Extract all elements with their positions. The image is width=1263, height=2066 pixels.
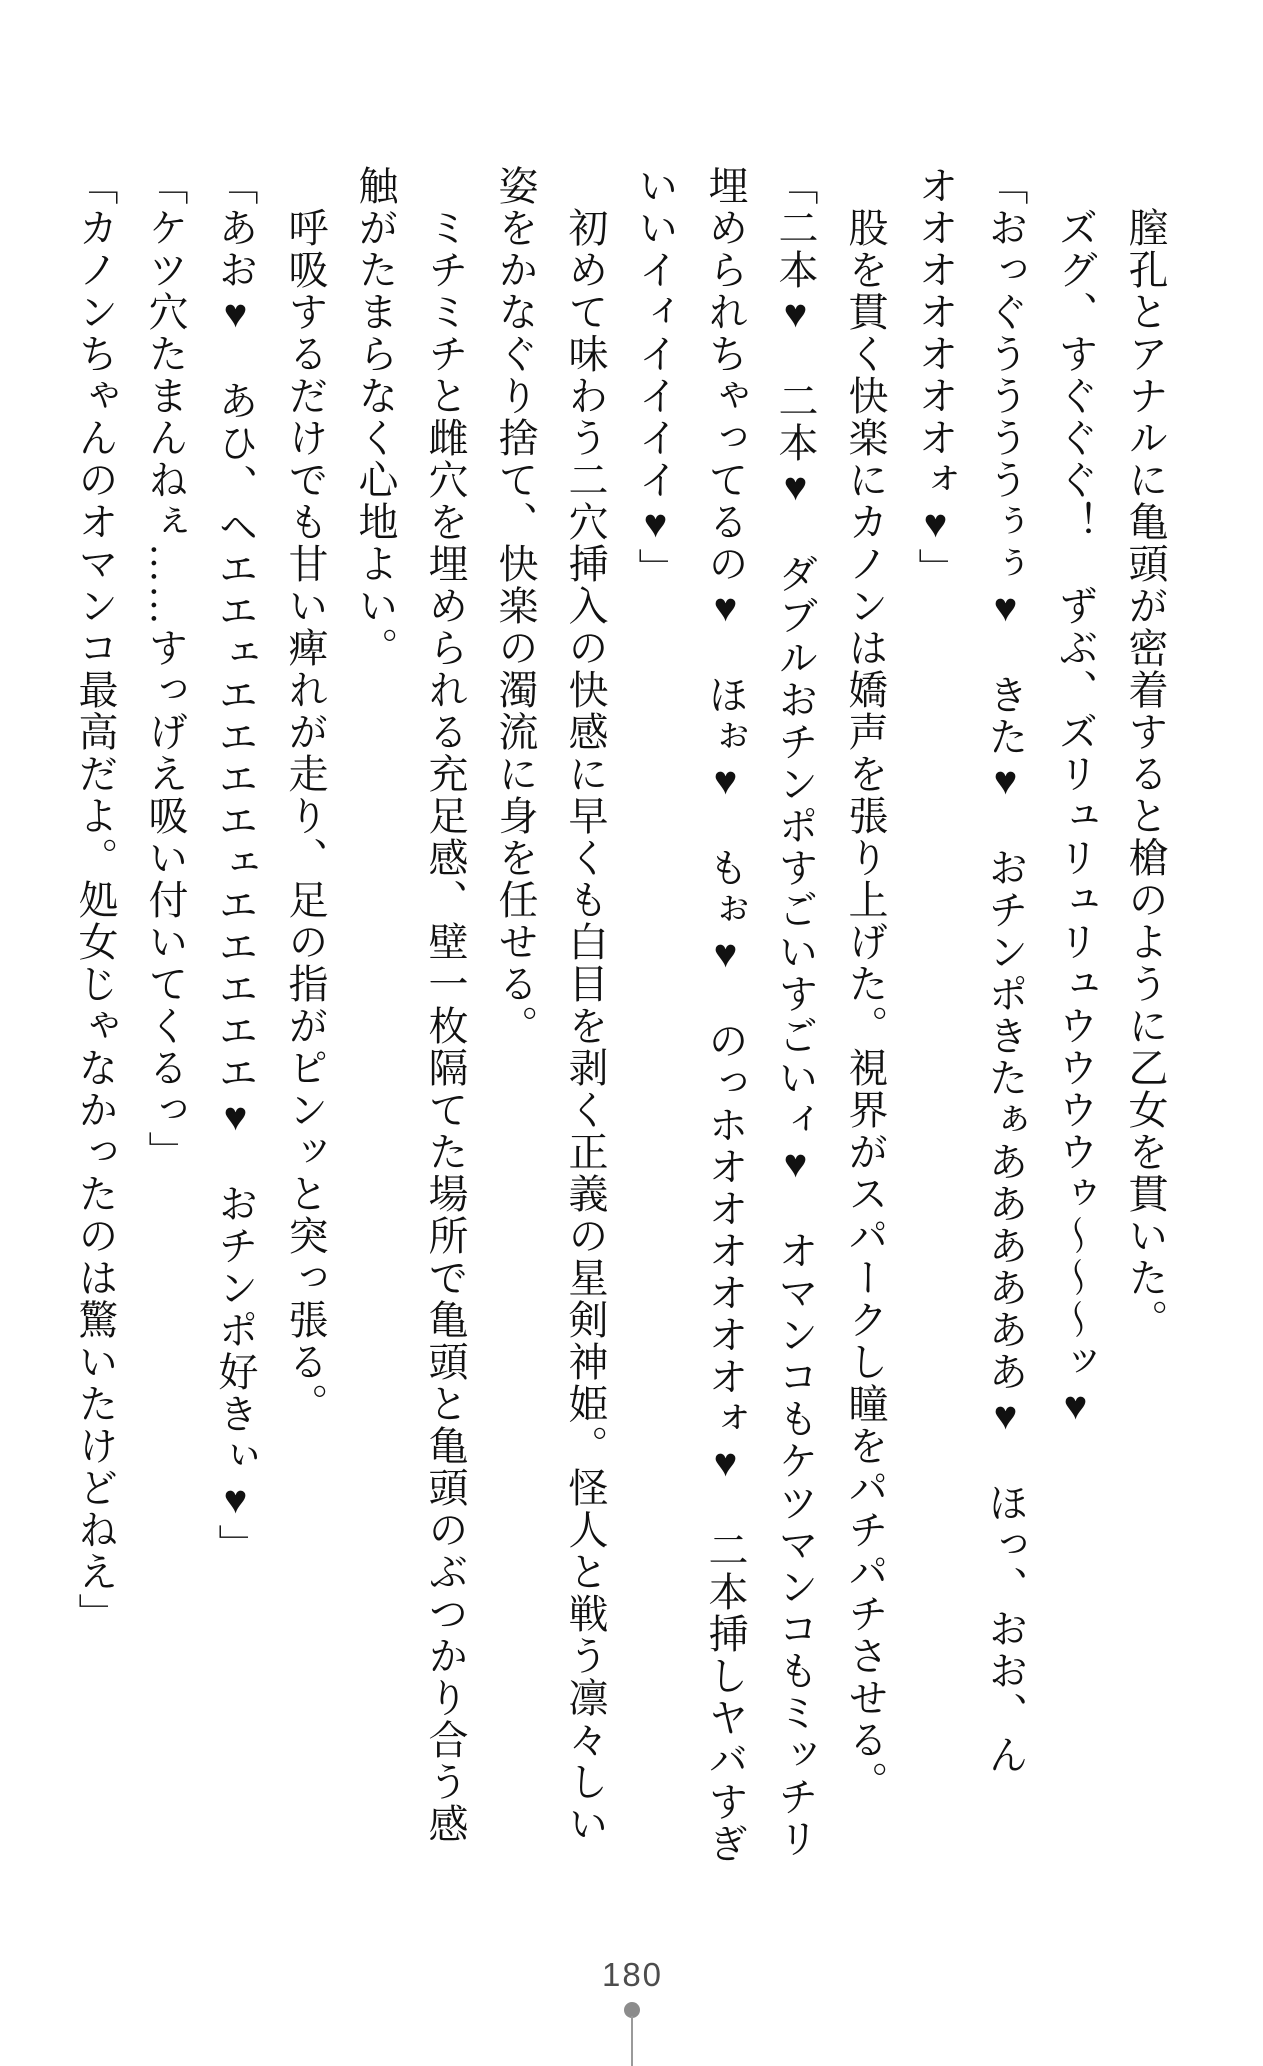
text-line-16: 「カノンちゃんのオマンコ最高だよ。処女じゃなかったのは驚いたけどねえ」 xyxy=(73,165,118,1635)
heart-icon: ♥ xyxy=(773,464,818,511)
text-line-5: 股を貫く快楽にカノンは嬌声を張り上げた。視界がスパークし瞳をパチパチさせる。 xyxy=(843,207,888,1803)
text-line-13: 呼吸するだけでも甘い痺れが走り、足の指がピンッと突っ張る。 xyxy=(283,207,328,1425)
page-text-block xyxy=(60,165,1180,1910)
text-line-14: 「あお♥ あひ、ヘエエェエエエエェエエエエエ♥ おチンポ好きぃ♥」 xyxy=(213,165,258,1566)
text-line-7: 埋められちゃってるの♥ ほぉ♥ もぉ♥ のっホオオオオオオォ♥ 二本挿しヤバすぎ xyxy=(703,165,748,1865)
heart-icon: ♥ xyxy=(213,291,258,338)
heart-icon: ♥ xyxy=(703,758,748,805)
heart-icon: ♥ xyxy=(773,1141,818,1188)
text-line-12: 触がたまらなく心地よい。 xyxy=(353,165,398,669)
heart-icon: ♥ xyxy=(913,501,958,548)
heart-icon: ♥ xyxy=(1053,1383,1098,1430)
heart-icon: ♥ xyxy=(773,291,818,338)
text-line-3: 「おっぐううううぅぅ♥ きた♥ おチンポきたぁああああああ♥ ほっ、おお、ん xyxy=(983,165,1028,1776)
text-line-10: 姿をかなぐり捨て、快楽の濁流に身を任せる。 xyxy=(493,165,538,1047)
text-line-11: ミチミチと雌穴を埋められる充足感、壁一枚隔てた場所で亀頭と亀頭のぶつかり合う感 xyxy=(423,207,468,1845)
heart-icon: ♥ xyxy=(703,1440,748,1487)
text-line-4: オオオオオオオォ♥」 xyxy=(913,165,958,590)
text-line-2: ズグ、すぐぐぐ！ ずぶ、ズリュリュリュウウウウゥ～～～ッ♥ xyxy=(1053,207,1098,1430)
heart-icon: ♥ xyxy=(703,931,748,978)
footer-line-marker xyxy=(631,2016,633,2066)
text-line-6: 「二本♥ 二本♥ ダブルおチンポすごいすごいィ♥ オマンコもケツマンコもミッチリ xyxy=(773,165,818,1860)
heart-icon: ♥ xyxy=(983,585,1028,632)
text-line-9: 初めて味わう二穴挿入の快感に早くも白目を剥く正義の星剣神姫。怪人と戦う凛々しい xyxy=(563,207,608,1845)
text-line-1: 膣孔とアナルに亀頭が密着すると槍のように乙女を貫いた。 xyxy=(1123,207,1168,1341)
heart-icon: ♥ xyxy=(703,585,748,632)
text-line-15: 「ケツ穴たまんねぇ……すっげえ吸い付いてくるっ」 xyxy=(143,165,188,1173)
page-number: 180 xyxy=(601,1956,664,1993)
heart-icon: ♥ xyxy=(213,1094,258,1141)
heart-icon: ♥ xyxy=(983,1393,1028,1440)
heart-icon: ♥ xyxy=(633,501,678,548)
heart-icon: ♥ xyxy=(983,758,1028,805)
text-line-8: いいイィイイイイ♥」 xyxy=(633,165,678,590)
heart-icon: ♥ xyxy=(213,1477,258,1524)
